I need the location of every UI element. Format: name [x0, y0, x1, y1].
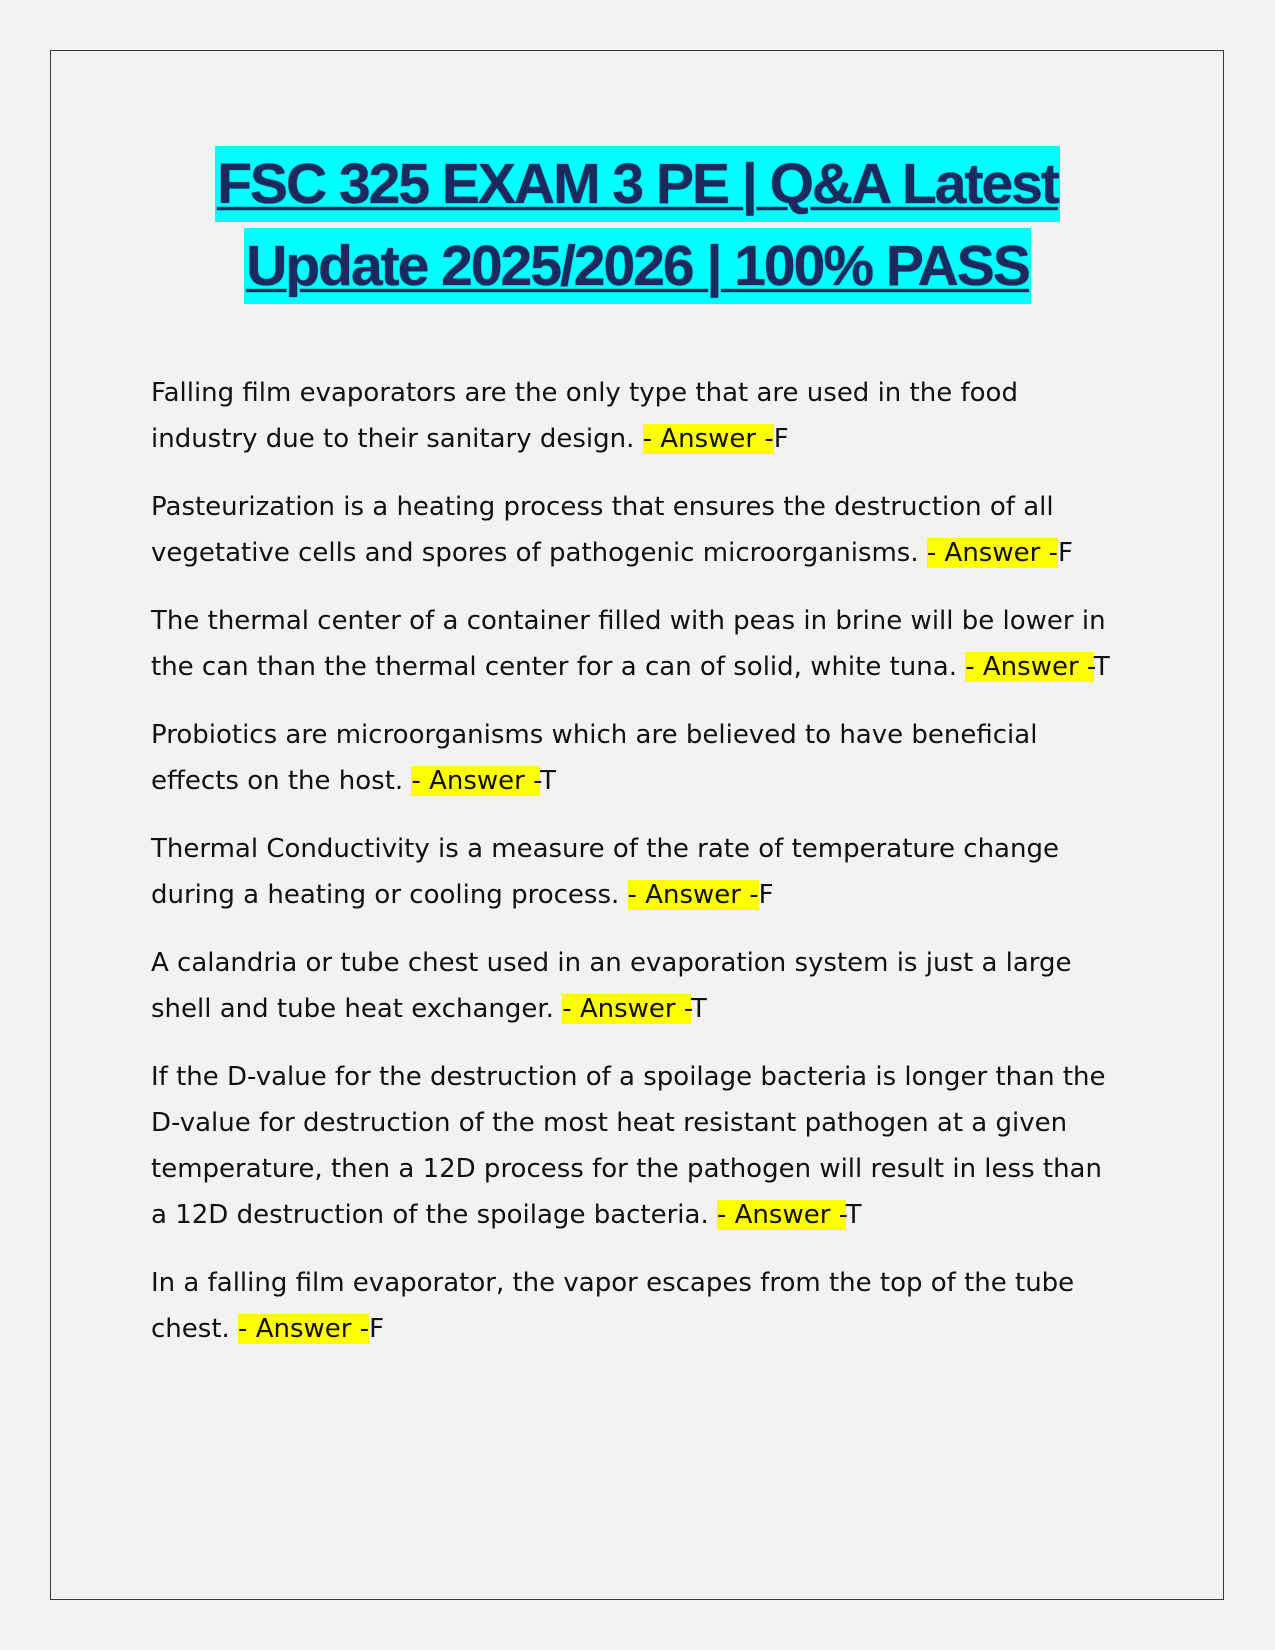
qa-list	[151, 370, 1121, 1374]
qa-item	[151, 598, 1121, 690]
answer-marker: - Answer -	[926, 538, 1058, 568]
answer-value: F	[1057, 538, 1073, 568]
qa-item	[151, 370, 1121, 462]
answer-value: T	[845, 1200, 862, 1230]
answer-marker: - Answer -	[411, 766, 541, 796]
answer-marker: - Answer -	[562, 994, 691, 1024]
answer-value: T	[690, 994, 707, 1024]
qa-item	[151, 940, 1121, 1032]
answer-value: F	[773, 424, 789, 454]
question-text: Thermal Conductivity is a measure of the rate of temperature change during a heating or cooling process.	[151, 834, 1059, 910]
answer-value: F	[369, 1314, 385, 1344]
document-title	[100, 146, 1175, 310]
question-text: The thermal center of a container filled with peas in brine will be lower in the can than the thermal center for a can of solid, white tuna.	[151, 606, 1106, 682]
answer-marker: - Answer -	[717, 1200, 846, 1230]
question-text: Pasteurization is a heating process that ensures the destruction of all vegetative cells and spores of pathogenic microorganisms.	[151, 492, 1054, 568]
answer-marker: - Answer -	[642, 424, 774, 454]
question-text: In a falling film evaporator, the vapor escapes from the top of the tube chest.	[151, 1268, 1075, 1344]
question-text: Falling film evaporators are the only type that are used in the food industry due to their sanitary design.	[151, 378, 1018, 454]
qa-item	[151, 1054, 1121, 1238]
qa-item	[151, 826, 1121, 918]
question-text: A calandria or tube chest used in an evaporation system is just a large shell and tube heat exchanger.	[151, 948, 1072, 1024]
qa-item	[151, 1260, 1121, 1352]
qa-item	[151, 484, 1121, 576]
title-line-2: Update 2025/2026 | 100% PASS	[244, 228, 1031, 304]
answer-marker: - Answer -	[627, 880, 759, 910]
title-line-1: FSC 325 EXAM 3 PE | Q&A Latest	[215, 146, 1060, 222]
answer-marker: - Answer -	[965, 652, 1094, 682]
answer-marker: - Answer -	[238, 1314, 370, 1344]
answer-value: F	[758, 880, 774, 910]
answer-value: T	[540, 766, 557, 796]
question-text: Probiotics are microorganisms which are believed to have beneficial effects on the host.	[151, 720, 1038, 796]
answer-value: T	[1093, 652, 1110, 682]
qa-item	[151, 712, 1121, 804]
question-text: If the D-value for the destruction of a spoilage bacteria is longer than the D-value for destruction of the most heat resistant pathogen at a given temperature, then a 12D process for the pathogen will result in less than a 12D destruction of the spoilage bacteria.	[151, 1062, 1106, 1230]
